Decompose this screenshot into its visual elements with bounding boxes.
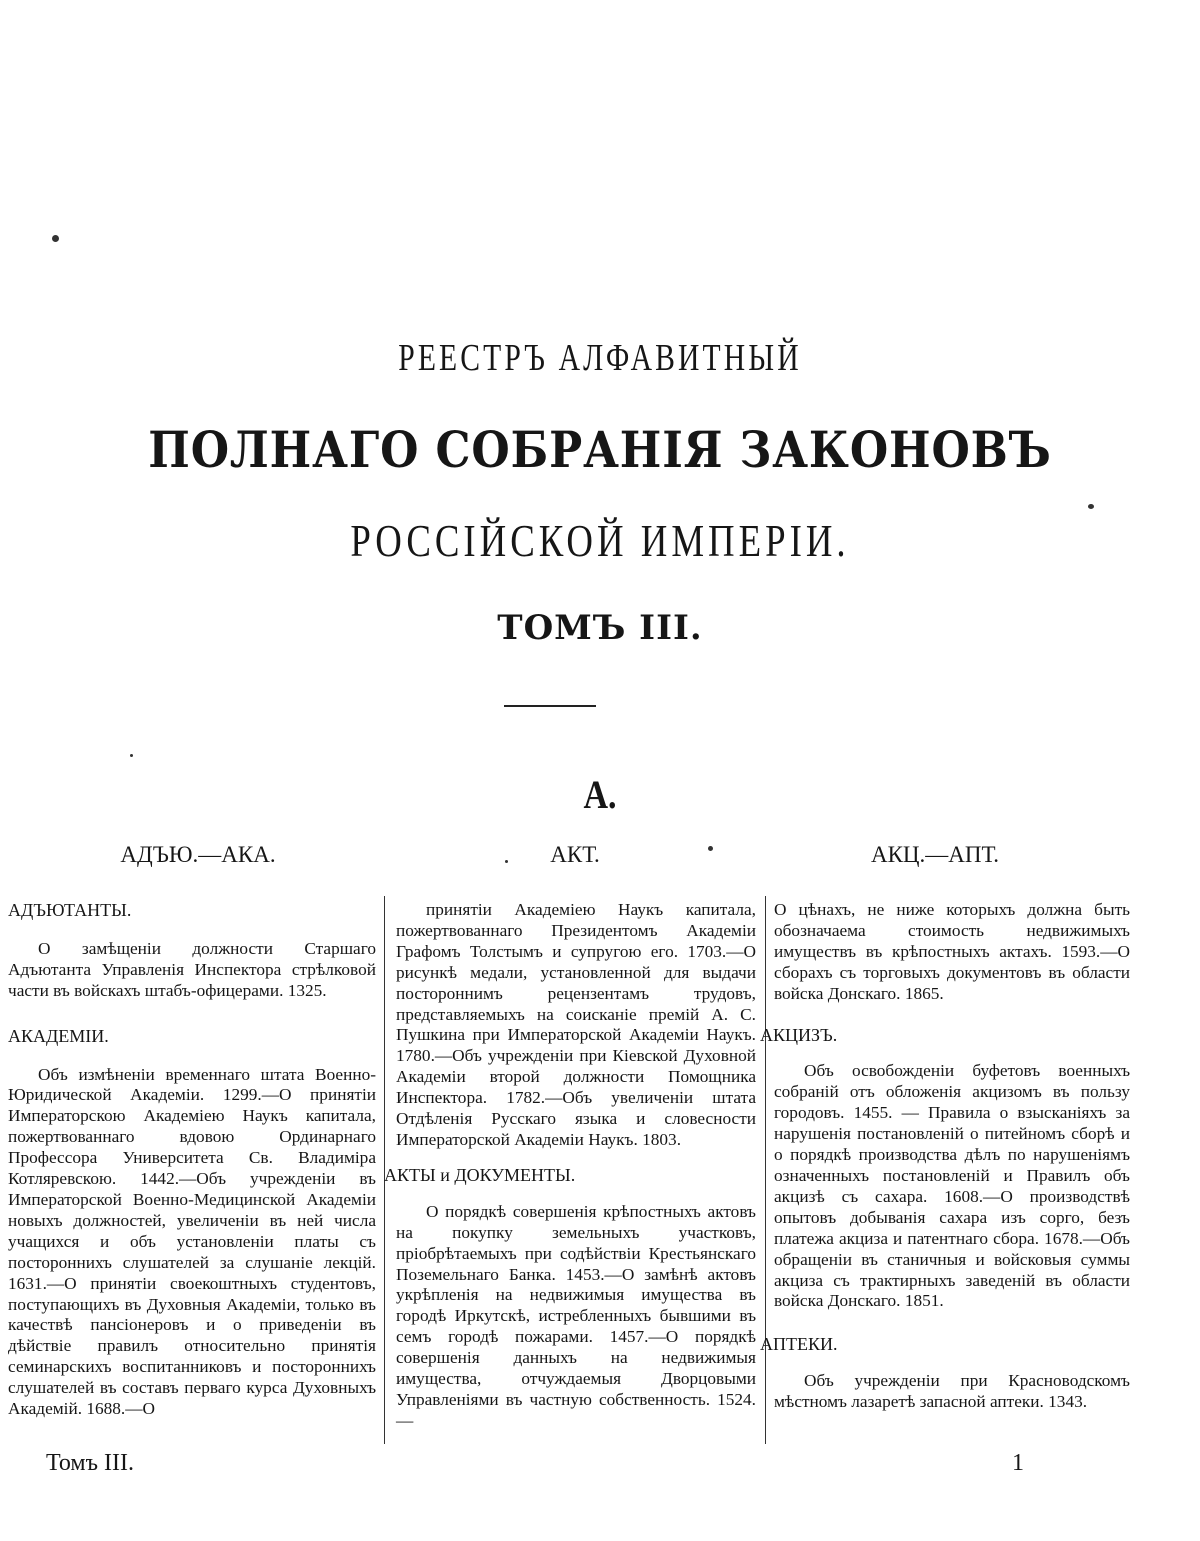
column-left bbox=[8, 900, 376, 1420]
scan-speck bbox=[1088, 504, 1094, 509]
scan-speck bbox=[52, 235, 59, 242]
section-letter: А. bbox=[583, 772, 617, 817]
scan-speck bbox=[505, 860, 508, 863]
section-heading: АДЪЮТАНТЫ. bbox=[8, 900, 132, 920]
column-right bbox=[760, 900, 1130, 1413]
column-header-left: АДЪЮ.—АКА. bbox=[120, 842, 276, 867]
footer-volume: Томъ III. bbox=[46, 1450, 134, 1476]
section-entry: О порядкѣ совершенія крѣпостныхъ актовъ на покупку земельныхъ участковъ, пріобрѣтаемыхъ при содѣйствіи Крестьянскаго Поземельнаго Банка. 1453.—О замѣнѣ актовъ укрѣпленія на недвижимыя имущества въ городѣ Иркутскѣ, истребленныхъ бывшими въ семъ городѣ пожарами. 1457.—О порядкѣ совершенія данныхъ на недвижимыя имущества, отчуждаемыя Дворцовыми Управленіями въ частную собственность. 1524.— bbox=[396, 1201, 756, 1430]
title-divider bbox=[504, 705, 596, 707]
column-header-middle: АКТ. bbox=[550, 842, 600, 867]
scan-speck bbox=[708, 846, 713, 851]
column-header-right: АКЦ.—АПТ. bbox=[870, 842, 1000, 867]
continuation-entry: О цѣнахъ, не ниже которыхъ должна быть обозначаема стоимость недвижимыхъ имуществъ въ крѣпостныхъ актахъ. 1593.—О сборахъ съ торговыхъ документовъ въ области войска Донскаго. 1865. bbox=[774, 900, 1130, 1003]
section-entry: О замѣщеніи должности Старшаго Адъютанта Управленія Инспектора стрѣлковой части въ войскахъ штабъ-офицерами. 1325. bbox=[8, 938, 376, 1000]
section-entry: Объ освобожденіи буфетовъ военныхъ собраній отъ обложенія акцизомъ въ пользу городовъ. 1455. — Правила о взысканіяхъ за нарушенія постановленій о питейномъ сборѣ и о порядкѣ производства дѣлъ по нарушеніямъ означенныхъ постановленій и Правилъ объ акцизѣ съ сахара. 1608.—О производствѣ опытовъ добыванія сахара изъ сорго, безъ платежа акциза и патентнаго сбора. 1678.—Объ обращеніи въ станичныя и войсковыя суммы акциза съ трактирныхъ заведеній въ области войска Донскаго. 1851. bbox=[774, 1061, 1130, 1311]
section-entry: Объ учрежденіи при Красноводскомъ мѣстномъ лазаретѣ запасной аптеки. 1343. bbox=[774, 1371, 1130, 1412]
title-line-3: РОССІЙСКОЙ ИМПЕРІИ. bbox=[350, 515, 850, 566]
title-line-1: РЕЕСТРЪ АЛФАВИТНЫЙ bbox=[398, 337, 802, 379]
section-heading: АКАДЕМІИ. bbox=[8, 1025, 109, 1046]
title-line-2: ПОЛНАГО СОБРАНІЯ ЗАКОНОВЪ bbox=[148, 420, 1052, 479]
page-number: 1 bbox=[1012, 1450, 1024, 1476]
scan-speck bbox=[130, 754, 133, 757]
volume-title: ТОМЪ III. bbox=[497, 608, 703, 648]
section-entry: Объ измѣненіи временнаго штата Военно-Юридической Академіи. 1299.—О принятіи Императорскою Академіею Наукъ капитала, пожертвованнаго вдовою Ординарнаго Профессора Университета Св. Владиміра Котляревскою. 1442.—Объ учрежденіи въ Императорской Военно-Медицинской Академіи новыхъ должностей, увеличеніи въ ней числа учащихся и объ установленіи платы съ постороннихъ слушателей за слушаніе лекцій. 1631.—О принятіи своекоштныхъ студентовъ, поступающихъ въ Духовныя Академіи, только въ качествѣ пансіонеровъ и о приведеніи въ дѣйствіе правилъ относительно принятія семинарскихъ воспитанниковъ и постороннихъ слушателей въ составъ перваго курса Духовныхъ Академій. 1688.—О bbox=[8, 1064, 376, 1419]
continuation-entry: принятіи Академіею Наукъ капитала, пожертвованнаго Президентомъ Академіи Графомъ Толстымъ и супругою его. 1703.—О рисункѣ медали, установленной для выдачи постороннимъ рецензентамъ трудовъ, представляемыхъ на соисканіе премій А. С. Пушкина при Императорской Академіи Наукъ. 1780.—Объ учрежденіи при Кіевской Духовной Академіи второй должности Помощника Инспектора. 1782.—Объ увеличеніи штата Отдѣленія Русскаго языка и словесности Императорской Академіи Наукъ. 1803. bbox=[396, 900, 756, 1149]
column-divider-right bbox=[765, 896, 766, 1444]
section-heading: АКТЫ и ДОКУМЕНТЫ. bbox=[384, 1164, 576, 1185]
section-heading: АКЦИЗЪ. bbox=[760, 1024, 838, 1045]
column-middle bbox=[384, 900, 756, 1432]
section-heading: АПТЕКИ. bbox=[760, 1334, 838, 1355]
